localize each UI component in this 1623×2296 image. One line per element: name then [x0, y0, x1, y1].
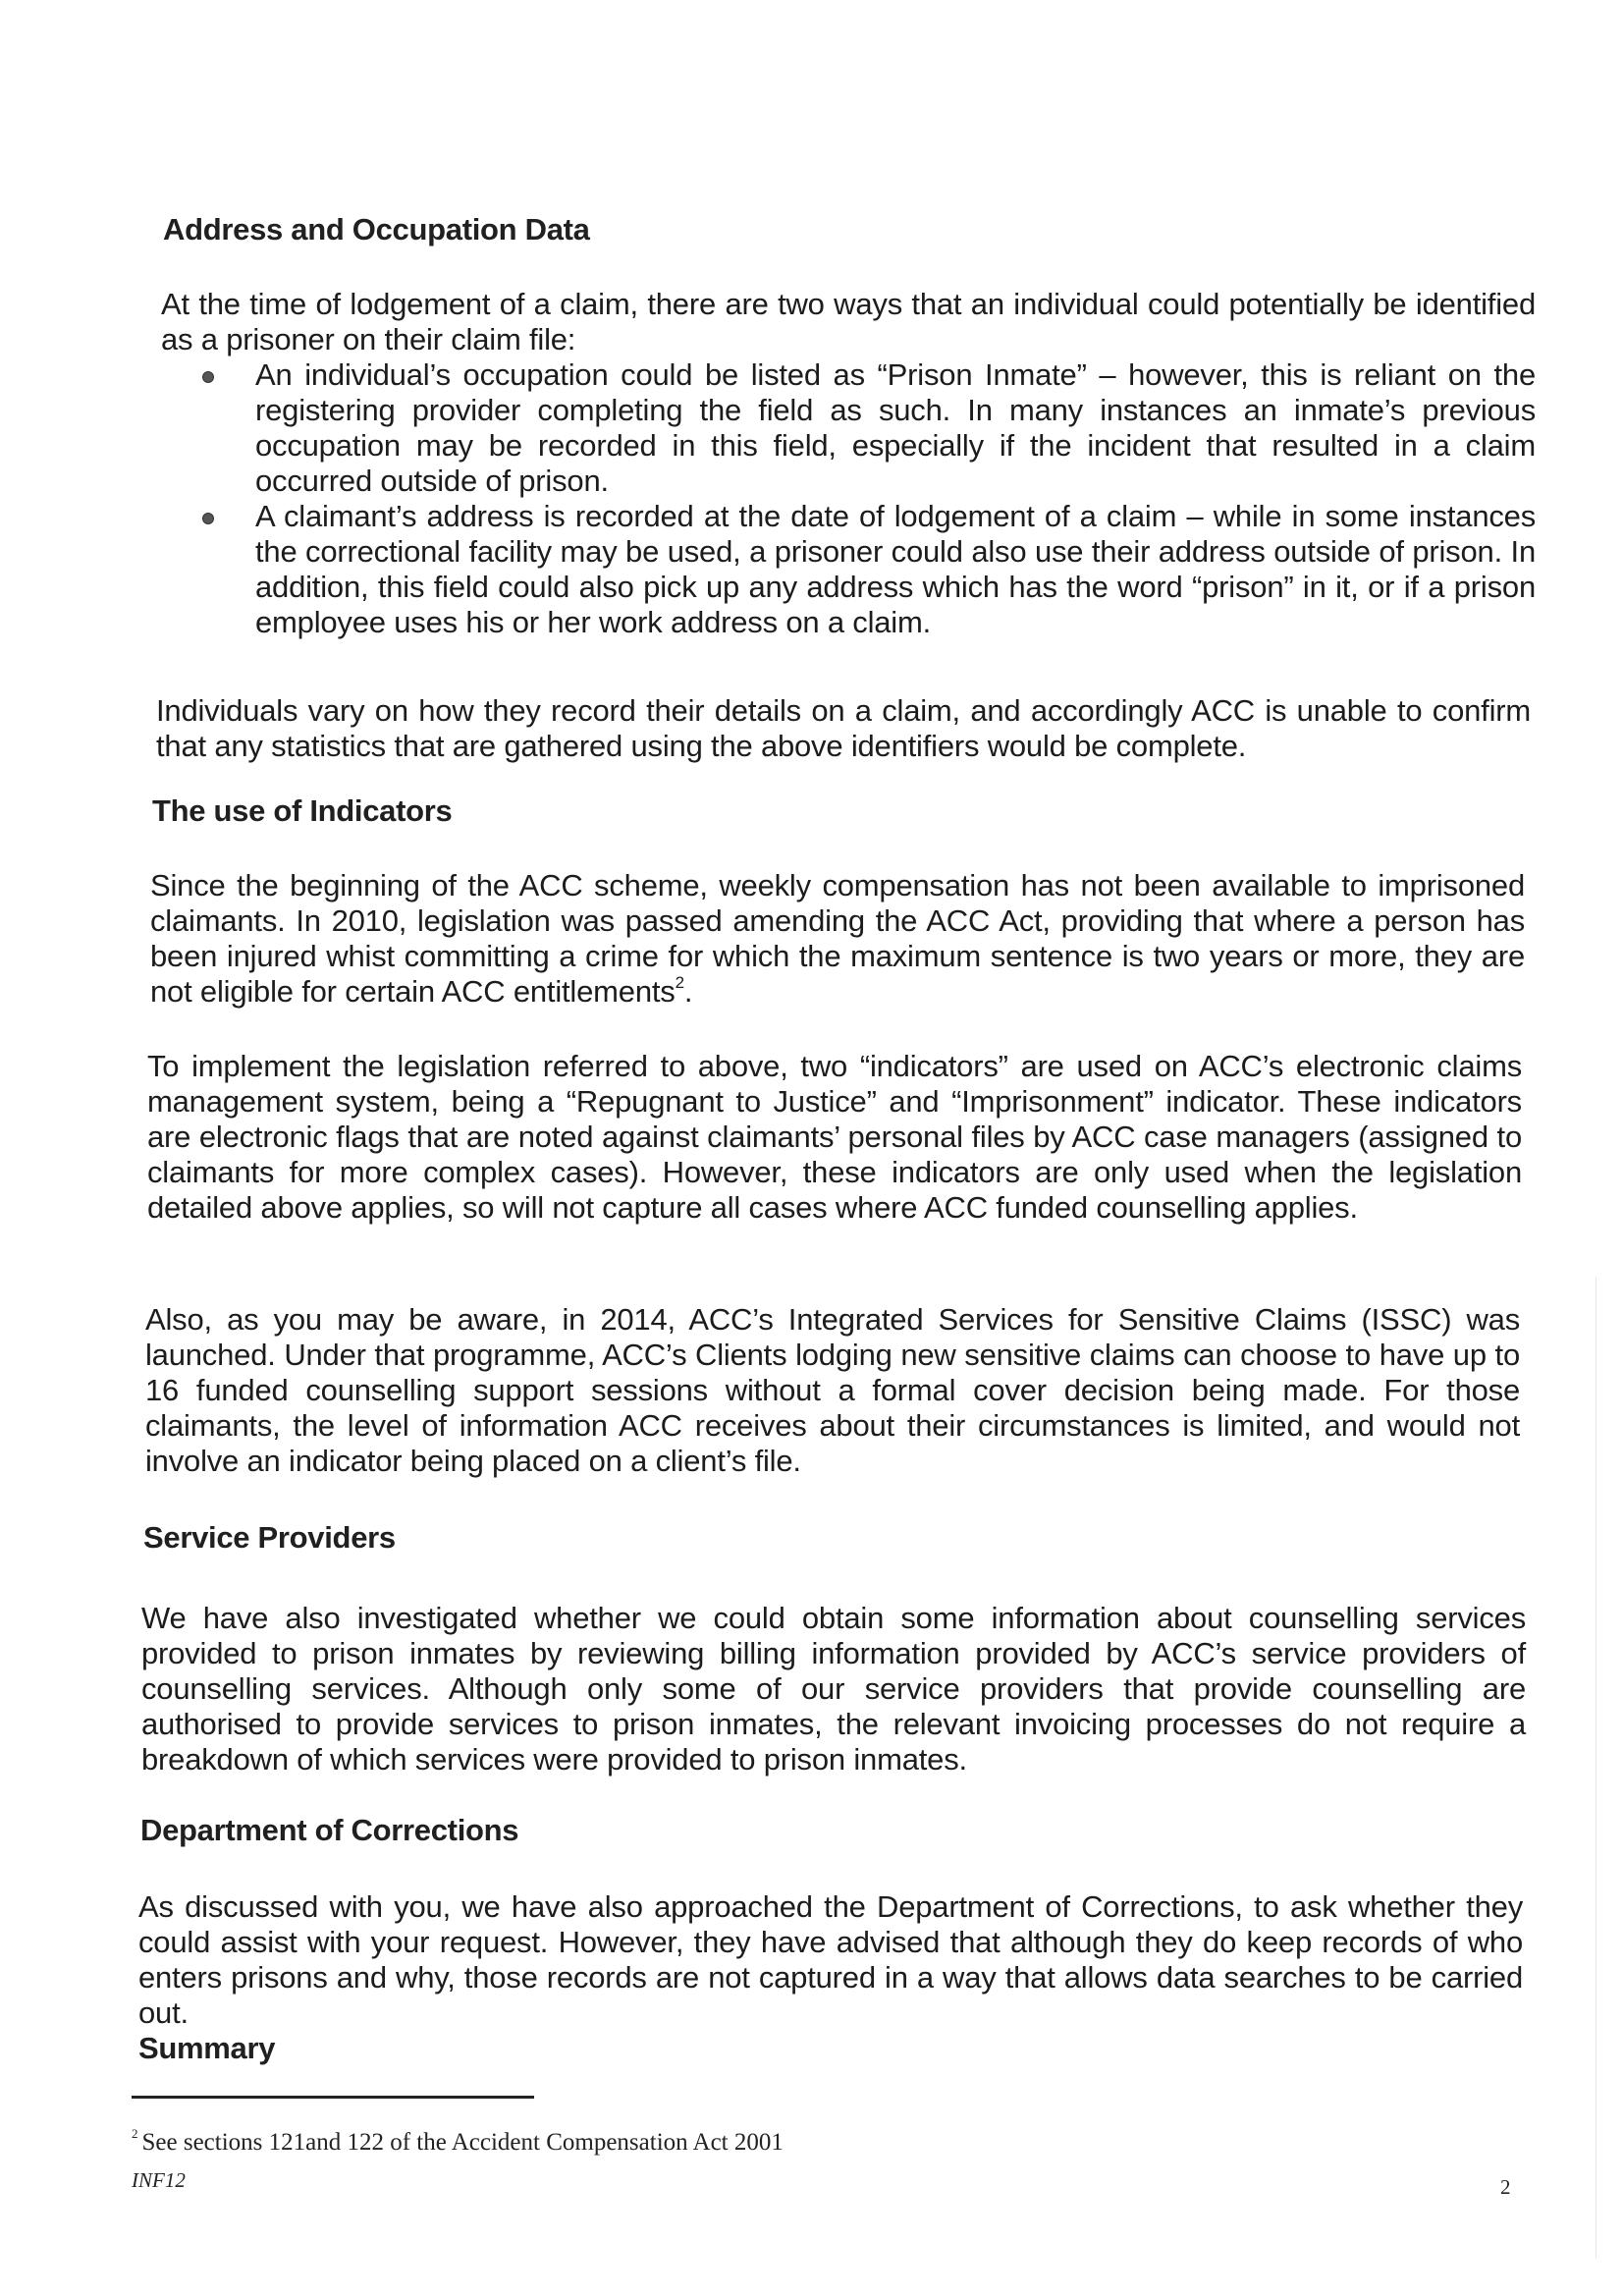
indicators-paragraph-2: To implement the legislation referred to above, two “indicators” are used on ACC’s electronic claims management system, being a “Repugnant to Justice” and “Imprisonment” indicator. These indicators are electronic flags that are noted against claimants’ personal files by ACC case managers (assigned to claimants for more complex cases). However, these indicators are only used when the legislation detailed above applies, so will not capture all cases where ACC funded counselling applies. [147, 1049, 1522, 1225]
heading-service-providers: Service Providers [143, 1520, 396, 1555]
footnote-divider [132, 2096, 534, 2099]
footnote [132, 2126, 784, 2157]
indicators-paragraph-1-end: . [683, 974, 693, 1009]
address-bullet-list [161, 357, 1536, 640]
page-number: 2 [1500, 2175, 1511, 2199]
footnote-number: 2 [132, 2126, 138, 2141]
bullet-dot-icon [202, 513, 214, 524]
heading-address-occupation: Address and Occupation Data [163, 212, 590, 246]
footnote-reference[interactable]: 2 [675, 973, 684, 992]
indicators-paragraph-1 [150, 868, 1525, 1010]
indicators-paragraph-3: Also, as you may be aware, in 2014, ACC’s Integrated Services for Sensitive Claims (ISSC) was launched. Under that programme, ACC’s Clients lodging new sensitive claims can choose to have up to 16 funded counselling support sessions without a formal cover decision being made. For those claimants, the level of information ACC receives about their circumstances is limited, and would not involve an indicator being placed on a client’s file. [145, 1302, 1520, 1478]
bullet-address [161, 499, 1536, 640]
address-closing-paragraph: Individuals vary on how they record their details on a claim, and accordingly ACC is unable to confirm that any statistics that are gathered using the above identifiers would be complete. [156, 693, 1531, 763]
service-providers-paragraph: We have also investigated whether we could obtain some information about counselling services provided to prison inmates by reviewing billing information provided by ACC’s service providers of counselling services. Although only some of our service providers that provide counselling are authorised to provide services to prison inmates, the relevant invoicing processes do not require a breakdown of which services were provided to prison inmates. [141, 1601, 1526, 1777]
corrections-paragraph: As discussed with you, we have also approached the Department of Corrections, to ask whether they could assist with your request. However, they have advised that although they do keep records of who enters prisons and why, those records are not captured in a way that allows data searches to be carried out. [138, 1889, 1523, 2030]
bullet-address-text: A claimant’s address is recorded at the date of lodgement of a claim – while in some instances the correctional facility may be used, a prisoner could also use their address outside of prison. In addition, this field could also pick up any address which has the word “prison” in it, or if a prison employee uses his or her work address on a claim. [255, 499, 1536, 639]
bullet-occupation-text: An individual’s occupation could be listed as “Prison Inmate” – however, this is reliant on the registering provider completing the field as such. In many instances an inmate’s previous occupation may be recorded in this field, especially if the incident that resulted in a claim occurred outside of prison. [255, 357, 1536, 498]
heading-department-of-corrections: Department of Corrections [140, 1813, 519, 1847]
address-intro-paragraph: At the time of lodgement of a claim, there are two ways that an individual could potentially be identified as a prisoner on their claim file: [161, 287, 1536, 356]
heading-use-of-indicators: The use of Indicators [152, 793, 453, 828]
heading-summary: Summary [138, 2031, 276, 2065]
document-code: INF12 [132, 2168, 186, 2192]
indicators-paragraph-1-text: Since the beginning of the ACC scheme, weekly compensation has not been available to imprisoned claimants. In 2010, legislation was passed amending the ACC Act, providing that where a person has been injured whist committing a crime for which the maximum sentence is two years or more, they are not eligible for certain ACC entitlements [150, 868, 1525, 1009]
bullet-occupation [161, 357, 1536, 499]
footnote-text: See sections 121and 122 of the Accident Compensation Act 2001 [141, 2129, 784, 2156]
bullet-dot-icon [202, 371, 214, 383]
